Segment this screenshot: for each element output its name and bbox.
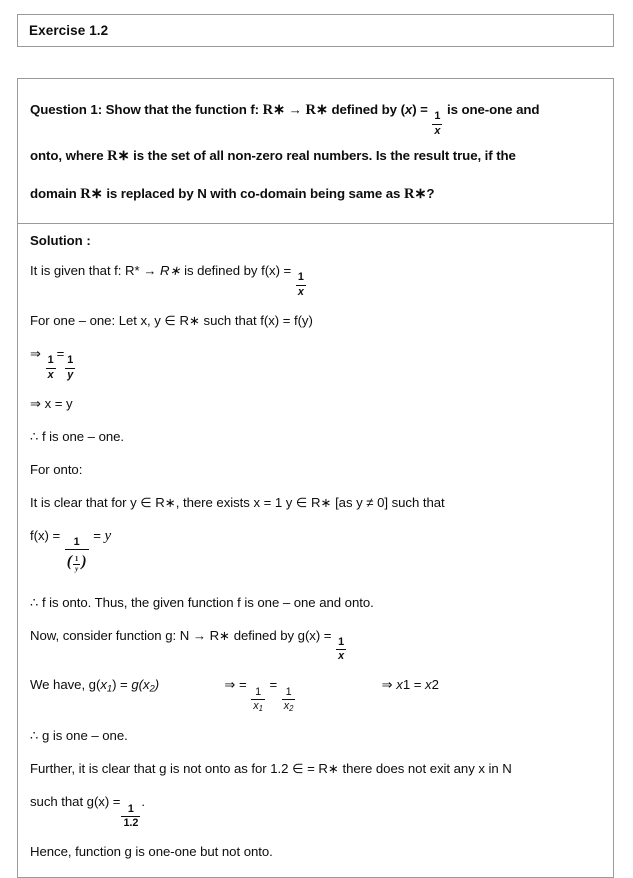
solution-line-1 — [30, 262, 601, 298]
question-line3-c: ? — [426, 186, 435, 202]
fraction-denominator — [251, 699, 265, 713]
solution-line-10 — [30, 627, 601, 663]
solution-line-4: ⇒ x = y — [30, 395, 73, 411]
fraction-one-over-1point2 — [121, 804, 140, 830]
solution-line-12: ∴ g is one – one. — [30, 728, 128, 744]
question-line1-d: is one-one and — [446, 102, 540, 117]
question-line2-b: is the set of all non-zero real numbers. Is the result true, if the — [133, 148, 516, 164]
solution-l1-r: R∗ — [159, 263, 181, 279]
question-codomain-r: R∗ — [403, 186, 427, 203]
fraction-numerator: 1 — [127, 802, 134, 815]
fraction-denominator: x — [338, 650, 345, 663]
fraction-denominator: y — [75, 565, 79, 574]
equals-sign: = — [269, 677, 278, 693]
fraction-denominator: y — [67, 368, 74, 381]
solution-l10-r: R∗ — [209, 627, 231, 643]
solution-l1-a: It is given that f: R* — [30, 263, 140, 279]
fraction-one-over-x1 — [251, 687, 265, 714]
question-solution-box — [17, 78, 614, 878]
solution-l11-res2b: 2 — [431, 677, 439, 693]
solution-l11-x1: x — [100, 677, 107, 693]
question-line2-a: onto, where — [30, 148, 104, 164]
solution-l1-b: is defined by f(x) = — [184, 263, 292, 279]
solution-l11-sub2: 2 — [149, 684, 155, 696]
fraction-denominator: x — [47, 368, 54, 381]
question-line3-b: is replaced by N with co-domain being same as — [106, 186, 401, 202]
fraction-denominator: x — [297, 285, 304, 298]
solution-heading: Solution : — [30, 233, 91, 249]
equals-sign: = — [56, 346, 65, 362]
question-line3-a: domain — [30, 186, 77, 202]
solution-l11-b: ) = — [112, 677, 128, 693]
parenthesized-fraction: ( $\frac{1}{y}$ ) — [66, 553, 87, 574]
denominator-var: x — [253, 699, 259, 712]
solution-line-13: Further, it is clear that g is not onto as for 1.2 ∈ = R∗ there does not exit any x in N — [30, 761, 512, 777]
nested-fraction — [65, 537, 89, 573]
solution-l11-d: ) — [154, 677, 160, 693]
right-arrow-icon: → — [288, 102, 302, 117]
fraction-one-over-x — [46, 355, 56, 381]
solution-l10-b: defined by g(x) = — [233, 627, 332, 643]
fraction-numerator: 1 — [434, 110, 441, 123]
fraction-one-over-x — [336, 637, 346, 663]
implies-arrow-icon: ⇒ — [381, 677, 393, 693]
solution-l11-a: We have, g( — [30, 677, 101, 693]
denominator-var: x — [283, 699, 290, 712]
solution-l8-a: f(x) = — [30, 527, 61, 543]
question-line1-c: ) = — [412, 102, 428, 117]
denominator-sub: 2 — [289, 704, 294, 714]
solution-l14-b: . — [141, 794, 145, 810]
implies-arrow-icon: ⇒ — [30, 346, 41, 362]
solution-line-6: For onto: — [30, 461, 83, 477]
fraction-denominator — [65, 549, 89, 573]
right-arrow-icon: → — [192, 627, 206, 643]
solution-l8-y: y — [104, 527, 112, 544]
fraction-numerator: 1 — [297, 271, 304, 284]
denominator-sub: 1 — [258, 704, 263, 714]
implies-arrow-icon: ⇒ = — [224, 677, 247, 693]
fraction-numerator: 1 — [47, 354, 54, 367]
question-set-r: R∗ — [107, 148, 130, 165]
solution-line-7: It is clear that for y ∈ R∗, there exists x = 1 y ∈ R∗ [as y ≠ 0] such that — [30, 494, 445, 510]
solution-line-11 — [30, 676, 601, 713]
question-line-1 — [30, 91, 601, 137]
solution-l11-g: g — [131, 677, 139, 693]
fraction-numerator: 1 — [255, 685, 262, 698]
solution-line-15: Hence, function g is one-one but not onto. — [30, 844, 273, 860]
question-domain-r: R∗ — [80, 186, 103, 203]
fraction-denominator: x — [434, 124, 441, 137]
question-line1-a: Show that the function f: — [105, 102, 259, 117]
fraction-numerator: 1 — [338, 635, 345, 648]
solution-l11-res2: x — [425, 677, 432, 693]
solution-l14-a: such that g(x) = — [30, 794, 121, 810]
solution-l11-c: ( — [138, 677, 143, 693]
solution-line-3 — [30, 345, 601, 381]
solution-l10-a: Now, consider function g: N — [30, 627, 190, 643]
equals-sign: = — [93, 527, 101, 543]
question-line-3 — [30, 175, 601, 213]
question-domain-r1: R∗ — [262, 102, 286, 118]
exercise-header-box — [17, 14, 614, 47]
question-var-x: x — [404, 102, 413, 117]
question-line1-b: defined by ( — [331, 102, 405, 117]
fraction-numerator: 1 — [67, 354, 74, 367]
fraction-one-over-x2 — [282, 687, 296, 714]
solution-line-5: ∴ f is one – one. — [30, 428, 125, 444]
solution-block — [18, 224, 613, 877]
solution-line-8 — [30, 527, 601, 574]
question-label: Question 1: — [30, 102, 103, 117]
question-codomain-r2: R∗ — [305, 102, 328, 118]
question-line-2 — [30, 137, 601, 175]
fraction-one-over-x — [296, 272, 306, 298]
fraction-numerator: 1 — [73, 536, 80, 549]
fraction-numerator: 1 — [74, 554, 79, 563]
solution-line-2: For one – one: Let x, y ∈ R∗ such that f(x) = f(y) — [30, 313, 313, 329]
solution-l11-res1b: 1 = — [402, 677, 422, 693]
fraction-one-over-y — [65, 355, 75, 381]
solution-line-14 — [30, 793, 601, 829]
solution-line-9: ∴ f is onto. Thus, the given function f is one – one and onto. — [30, 594, 374, 610]
solution-l11-res1: x — [396, 677, 403, 693]
inner-fraction-one-over-y — [73, 556, 80, 574]
fraction-one-over-x — [432, 111, 442, 137]
right-arrow-icon: → — [143, 263, 157, 279]
fraction-denominator: 1.2 — [123, 816, 139, 829]
fraction-denominator — [282, 699, 296, 713]
fraction-numerator: 1 — [285, 685, 292, 698]
exercise-title: Exercise 1.2 — [29, 23, 109, 38]
question-block — [18, 79, 613, 224]
solution-l11-sub1: 1 — [106, 684, 113, 696]
solution-l11-x2: x — [142, 677, 150, 693]
